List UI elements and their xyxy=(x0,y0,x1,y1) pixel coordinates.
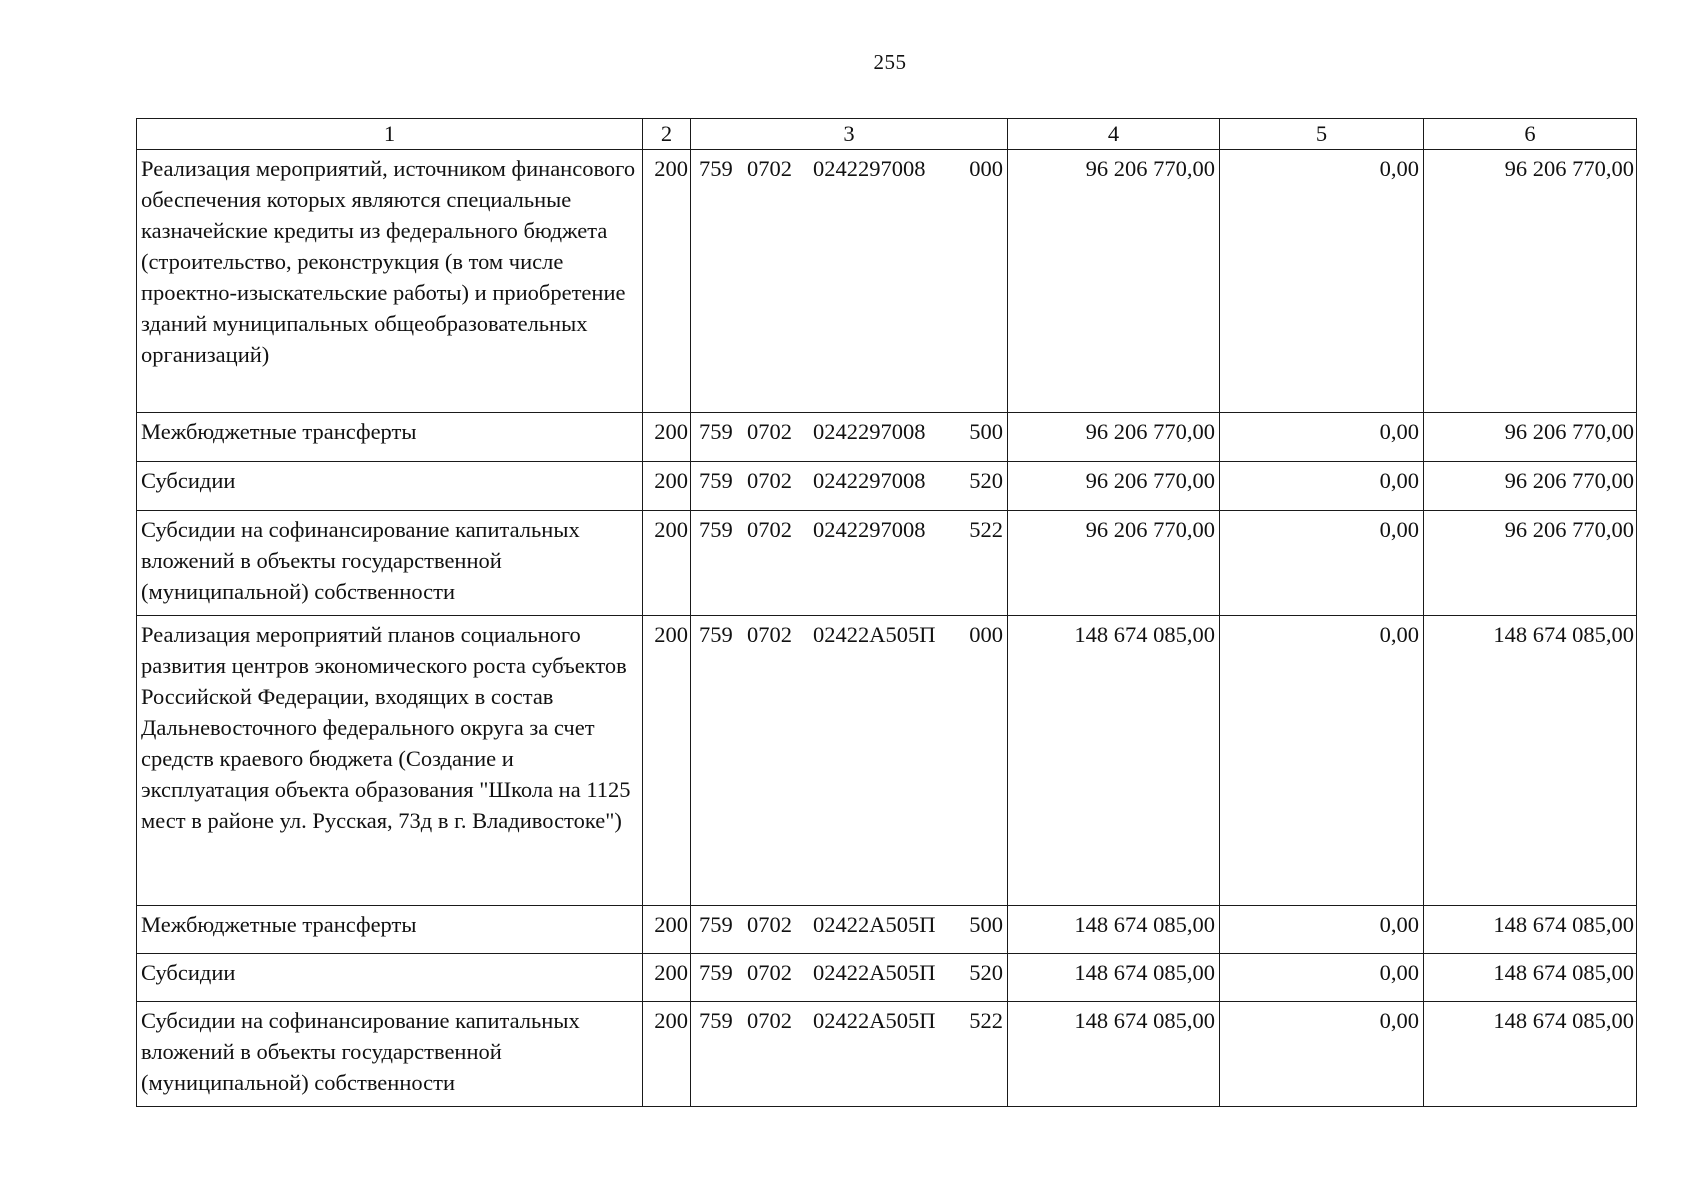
code-csr: 0242297008 xyxy=(813,468,926,493)
budget-classification-code xyxy=(691,150,1008,413)
expense-name: Субсидии на софинансирование капитальных вложений в объекты государственной (муниципальной) собственности xyxy=(137,511,643,616)
budget-classification-code xyxy=(691,616,1008,906)
code-vr: 522 xyxy=(969,1008,1003,1033)
code-vr: 520 xyxy=(969,468,1003,493)
amount-col-5: 0,00 xyxy=(1220,413,1424,462)
amount-col-4: 96 206 770,00 xyxy=(1008,150,1220,413)
amount-col-6: 148 674 085,00 xyxy=(1424,616,1637,906)
table-row xyxy=(137,1002,1637,1107)
budget-classification-code xyxy=(691,1002,1008,1107)
column-header: 6 xyxy=(1424,119,1637,150)
budget-classification-code xyxy=(691,462,1008,511)
code-rz: 0702 xyxy=(747,419,792,444)
code-vr: 500 xyxy=(969,419,1003,444)
code-rz: 0702 xyxy=(747,960,792,985)
code-vr: 520 xyxy=(969,960,1003,985)
expense-name: Субсидии xyxy=(137,954,643,1002)
budget-classification-code xyxy=(691,413,1008,462)
column-header: 2 xyxy=(643,119,691,150)
amount-col-5: 0,00 xyxy=(1220,616,1424,906)
code-gr: 759 xyxy=(699,156,733,181)
expense-name: Межбюджетные трансферты xyxy=(137,906,643,954)
code-csr: 0242297008 xyxy=(813,156,926,181)
column-header: 1 xyxy=(137,119,643,150)
column-header: 5 xyxy=(1220,119,1424,150)
code-rz: 0702 xyxy=(747,912,792,937)
column-2-code: 200 xyxy=(643,616,691,906)
budget-classification-code xyxy=(691,511,1008,616)
table-row xyxy=(137,150,1637,413)
amount-col-6: 96 206 770,00 xyxy=(1424,150,1637,413)
code-vr: 000 xyxy=(969,622,1003,647)
amount-col-6: 96 206 770,00 xyxy=(1424,511,1637,616)
code-csr: 0242297008 xyxy=(813,419,926,444)
column-number-row xyxy=(137,119,1637,150)
amount-col-4: 96 206 770,00 xyxy=(1008,462,1220,511)
column-2-code: 200 xyxy=(643,954,691,1002)
code-rz: 0702 xyxy=(747,468,792,493)
code-csr: 02422A505П xyxy=(813,960,936,985)
amount-col-5: 0,00 xyxy=(1220,954,1424,1002)
expense-name: Реализация мероприятий, источником финансового обеспечения которых являются специальные казначейские кредиты из федерального бюджета (строительство, реконструкция (в том числе проектно-изыскательские работы) и приобретение зданий муниципальных общеобразовательных организаций) xyxy=(137,150,643,413)
amount-col-6: 96 206 770,00 xyxy=(1424,413,1637,462)
code-gr: 759 xyxy=(699,960,733,985)
code-rz: 0702 xyxy=(747,517,792,542)
column-2-code: 200 xyxy=(643,1002,691,1107)
budget-classification-code xyxy=(691,906,1008,954)
amount-col-6: 148 674 085,00 xyxy=(1424,906,1637,954)
code-vr: 500 xyxy=(969,912,1003,937)
expense-name: Межбюджетные трансферты xyxy=(137,413,643,462)
budget-classification-code xyxy=(691,954,1008,1002)
amount-col-5: 0,00 xyxy=(1220,462,1424,511)
expense-name: Реализация мероприятий планов социального развития центров экономического роста субъектов Российской Федерации, входящих в состав Дальневосточного федерального округа за счет средств краевого бюджета (Создание и эксплуатация объекта образования "Школа на 1125 мест в районе ул. Русская, 73д в г. Владивостоке") xyxy=(137,616,643,906)
amount-col-5: 0,00 xyxy=(1220,1002,1424,1107)
amount-col-5: 0,00 xyxy=(1220,150,1424,413)
amount-col-5: 0,00 xyxy=(1220,906,1424,954)
code-gr: 759 xyxy=(699,468,733,493)
code-vr: 000 xyxy=(969,156,1003,181)
code-csr: 0242297008 xyxy=(813,517,926,542)
table-row xyxy=(137,462,1637,511)
table-row xyxy=(137,413,1637,462)
column-2-code: 200 xyxy=(643,462,691,511)
code-gr: 759 xyxy=(699,419,733,444)
amount-col-4: 96 206 770,00 xyxy=(1008,511,1220,616)
column-2-code: 200 xyxy=(643,150,691,413)
code-rz: 0702 xyxy=(747,1008,792,1033)
column-2-code: 200 xyxy=(643,906,691,954)
code-gr: 759 xyxy=(699,912,733,937)
code-gr: 759 xyxy=(699,517,733,542)
code-rz: 0702 xyxy=(747,156,792,181)
code-csr: 02422A505П xyxy=(813,1008,936,1033)
code-vr: 522 xyxy=(969,517,1003,542)
column-2-code: 200 xyxy=(643,511,691,616)
page-number: 255 xyxy=(873,50,907,74)
expense-name: Субсидии на софинансирование капитальных вложений в объекты государственной (муниципальной) собственности xyxy=(137,1002,643,1107)
code-gr: 759 xyxy=(699,1008,733,1033)
amount-col-4: 148 674 085,00 xyxy=(1008,616,1220,906)
expense-name: Субсидии xyxy=(137,462,643,511)
column-2-code: 200 xyxy=(643,413,691,462)
table-row xyxy=(137,511,1637,616)
table-row xyxy=(137,616,1637,906)
amount-col-4: 148 674 085,00 xyxy=(1008,906,1220,954)
table-row xyxy=(137,954,1637,1002)
amount-col-6: 148 674 085,00 xyxy=(1424,954,1637,1002)
budget-table xyxy=(136,118,1637,1107)
column-header: 3 xyxy=(691,119,1008,150)
column-header: 4 xyxy=(1008,119,1220,150)
amount-col-4: 148 674 085,00 xyxy=(1008,1002,1220,1107)
amount-col-4: 96 206 770,00 xyxy=(1008,413,1220,462)
code-rz: 0702 xyxy=(747,622,792,647)
amount-col-6: 96 206 770,00 xyxy=(1424,462,1637,511)
table-row xyxy=(137,906,1637,954)
amount-col-6: 148 674 085,00 xyxy=(1424,1002,1637,1107)
amount-col-4: 148 674 085,00 xyxy=(1008,954,1220,1002)
code-gr: 759 xyxy=(699,622,733,647)
code-csr: 02422A505П xyxy=(813,622,936,647)
amount-col-5: 0,00 xyxy=(1220,511,1424,616)
code-csr: 02422A505П xyxy=(813,912,936,937)
